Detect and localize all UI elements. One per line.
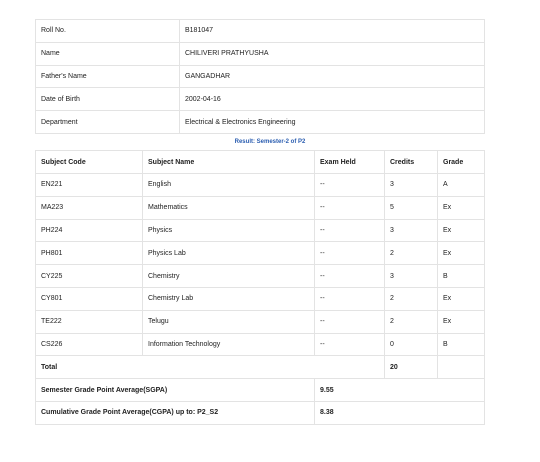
subject-name-cell: Chemistry Lab — [143, 287, 315, 310]
header-subject-name: Subject Name — [143, 151, 315, 174]
exam-held-cell: -- — [315, 174, 385, 197]
sgpa-value: 9.55 — [315, 379, 485, 402]
department-label: Department — [36, 111, 180, 134]
name-value: CHILIVERI PRATHYUSHA — [180, 42, 485, 65]
table-row — [36, 219, 485, 242]
credits-cell: 2 — [385, 242, 438, 265]
credits-cell: 2 — [385, 287, 438, 310]
table-row — [36, 196, 485, 219]
subject-code-cell: CS226 — [36, 333, 143, 356]
credits-cell: 0 — [385, 333, 438, 356]
father-name-label: Father's Name — [36, 65, 180, 88]
grade-cell: A — [438, 174, 485, 197]
grade-cell: Ex — [438, 287, 485, 310]
table-row — [36, 174, 485, 197]
exam-held-cell: -- — [315, 242, 385, 265]
subject-name-cell: Telugu — [143, 310, 315, 333]
department-value: Electrical & Electronics Engineering — [180, 111, 485, 134]
subject-code-cell: PH224 — [36, 219, 143, 242]
grade-cell: Ex — [438, 219, 485, 242]
table-row — [36, 242, 485, 265]
department-row — [36, 111, 485, 134]
exam-held-cell: -- — [315, 196, 385, 219]
header-exam-held: Exam Held — [315, 151, 385, 174]
dob-value: 2002-04-16 — [180, 88, 485, 111]
credits-cell: 5 — [385, 196, 438, 219]
name-row — [36, 42, 485, 65]
grade-cell: Ex — [438, 196, 485, 219]
subject-code-cell: CY225 — [36, 265, 143, 288]
subject-name-cell: Mathematics — [143, 196, 315, 219]
credits-cell: 3 — [385, 265, 438, 288]
grade-cell: Ex — [438, 242, 485, 265]
sgpa-row — [36, 379, 485, 402]
total-credits: 20 — [385, 356, 438, 379]
grade-cell: Ex — [438, 310, 485, 333]
credits-cell: 3 — [385, 174, 438, 197]
subject-code-cell: EN221 — [36, 174, 143, 197]
cgpa-label: Cumulative Grade Point Average(CGPA) up to: P2_S2 — [36, 401, 315, 424]
total-grade-empty — [438, 356, 485, 379]
father-name-row — [36, 65, 485, 88]
exam-held-cell: -- — [315, 310, 385, 333]
dob-label: Date of Birth — [36, 88, 180, 111]
roll-no-label: Roll No. — [36, 20, 180, 43]
marks-table — [35, 150, 485, 425]
subject-code-cell: TE222 — [36, 310, 143, 333]
grade-cell: B — [438, 333, 485, 356]
result-title: Result: Semester-2 of P2 — [234, 139, 306, 145]
credits-cell: 2 — [385, 310, 438, 333]
subject-name-cell: Physics — [143, 219, 315, 242]
exam-held-cell: -- — [315, 333, 385, 356]
exam-held-cell: -- — [315, 265, 385, 288]
name-label: Name — [36, 42, 180, 65]
exam-held-cell: -- — [315, 287, 385, 310]
roll-no-row — [36, 20, 485, 43]
table-row — [36, 287, 485, 310]
grade-cell: B — [438, 265, 485, 288]
subject-name-cell: Chemistry — [143, 265, 315, 288]
subject-name-cell: English — [143, 174, 315, 197]
subject-code-cell: PH801 — [36, 242, 143, 265]
sgpa-label: Semester Grade Point Average(SGPA) — [36, 379, 315, 402]
exam-held-cell: -- — [315, 219, 385, 242]
table-row — [36, 310, 485, 333]
marks-header-row — [36, 151, 485, 174]
header-grade: Grade — [438, 151, 485, 174]
roll-no-value: B181047 — [180, 20, 485, 43]
table-row — [36, 333, 485, 356]
father-name-value: GANGADHAR — [180, 65, 485, 88]
dob-row — [36, 88, 485, 111]
table-row — [36, 265, 485, 288]
subject-code-cell: CY801 — [36, 287, 143, 310]
header-subject-code: Subject Code — [36, 151, 143, 174]
cgpa-value: 8.38 — [315, 401, 485, 424]
subject-code-cell: MA223 — [36, 196, 143, 219]
subject-name-cell: Information Technology — [143, 333, 315, 356]
subject-name-cell: Physics Lab — [143, 242, 315, 265]
total-label: Total — [36, 356, 385, 379]
cgpa-row — [36, 401, 485, 424]
total-row — [36, 356, 485, 379]
credits-cell: 3 — [385, 219, 438, 242]
header-credits: Credits — [385, 151, 438, 174]
student-info-table — [35, 19, 485, 134]
